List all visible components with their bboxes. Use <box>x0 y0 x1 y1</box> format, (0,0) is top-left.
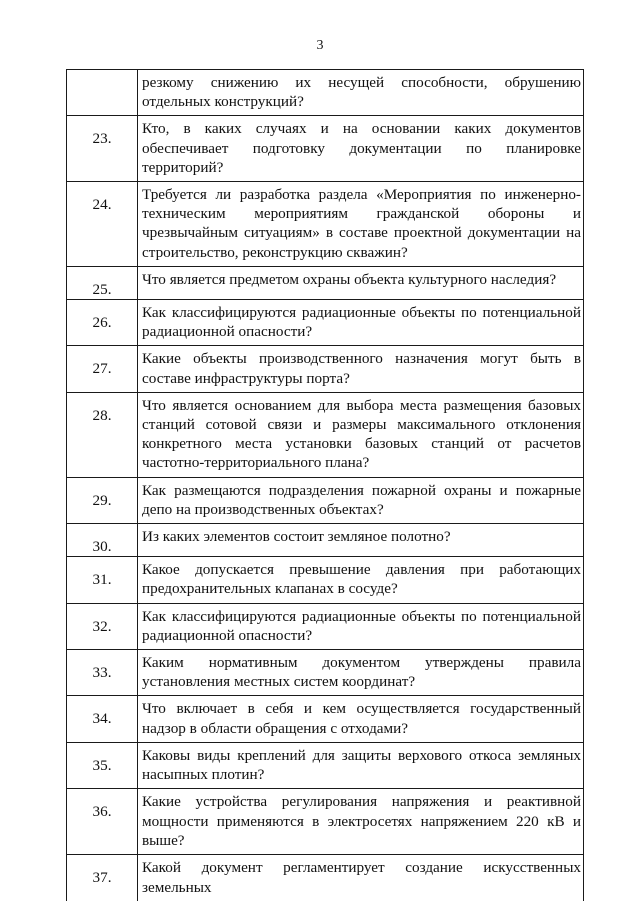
question-number: 24. <box>67 182 138 267</box>
question-number: 35. <box>67 742 138 788</box>
table-row <box>67 742 584 788</box>
table-row <box>67 70 584 116</box>
table-row <box>67 346 584 392</box>
question-text: Что включает в себя и кем осуществляется государственный надзор в области обращения с отходами? <box>138 696 584 742</box>
table-row <box>67 392 584 477</box>
table-row <box>67 266 584 299</box>
question-number: 26. <box>67 300 138 346</box>
page-number: 3 <box>316 38 324 53</box>
question-number: 27. <box>67 346 138 392</box>
question-text: Какое допускается превышение давления при работающих предохранительных клапанах в сосуде? <box>138 557 584 603</box>
question-text: Какие объекты производственного назначения могут быть в составе инфраструктуры порта? <box>138 346 584 392</box>
question-text: резкому снижению их несущей способности, обрушению отдельных конструкций? <box>138 70 584 116</box>
question-number: 23. <box>67 116 138 182</box>
question-text: Какой документ регламентирует создание искусственных земельных <box>138 855 584 901</box>
question-number: 29. <box>67 477 138 523</box>
question-number: 32. <box>67 603 138 649</box>
question-text: Что является предметом охраны объекта культурного наследия? <box>138 266 584 299</box>
question-number: 28. <box>67 392 138 477</box>
question-number: 31. <box>67 557 138 603</box>
question-text: Кто, в каких случаях и на основании каких документов обеспечивает подготовку документации по планировке территорий? <box>138 116 584 182</box>
question-text: Каким нормативным документом утверждены правила установления местных систем координат? <box>138 650 584 696</box>
question-number <box>67 70 138 116</box>
question-number: 25. <box>67 266 138 299</box>
questions-table <box>66 69 584 901</box>
question-number: 33. <box>67 650 138 696</box>
question-text: Какие устройства регулирования напряжения и реактивной мощности применяются в электросетях напряжением 220 кВ и выше? <box>138 789 584 855</box>
table-row <box>67 182 584 267</box>
question-text: Как классифицируются радиационные объекты по потенциальной радиационной опасности? <box>138 603 584 649</box>
question-number: 30. <box>67 524 138 557</box>
question-number: 37. <box>67 855 138 901</box>
question-text: Что является основанием для выбора места размещения базовых станций сотовой связи и размеры максимального отклонения конкретного места установки базовых станций от расчетов частотно-территориального плана? <box>138 392 584 477</box>
table-row <box>67 477 584 523</box>
question-number: 34. <box>67 696 138 742</box>
table-row <box>67 524 584 557</box>
table-row <box>67 696 584 742</box>
question-text: Как классифицируются радиационные объекты по потенциальной радиационной опасности? <box>138 300 584 346</box>
table-row <box>67 603 584 649</box>
table-row <box>67 300 584 346</box>
question-text: Требуется ли разработка раздела «Мероприятия по инженерно-техническим мероприятиям гражданской обороны и чрезвычайным ситуациям» в составе проектной документации на строительство, реконструкцию скважин? <box>138 182 584 267</box>
question-text: Из каких элементов состоит земляное полотно? <box>138 524 584 557</box>
table-row <box>67 650 584 696</box>
question-number: 36. <box>67 789 138 855</box>
table-row <box>67 557 584 603</box>
table-row <box>67 789 584 855</box>
table-row <box>67 855 584 901</box>
table-row <box>67 116 584 182</box>
question-text: Каковы виды креплений для защиты верхового откоса земляных насыпных плотин? <box>138 742 584 788</box>
question-text: Как размещаются подразделения пожарной охраны и пожарные депо на производственных объектах? <box>138 477 584 523</box>
